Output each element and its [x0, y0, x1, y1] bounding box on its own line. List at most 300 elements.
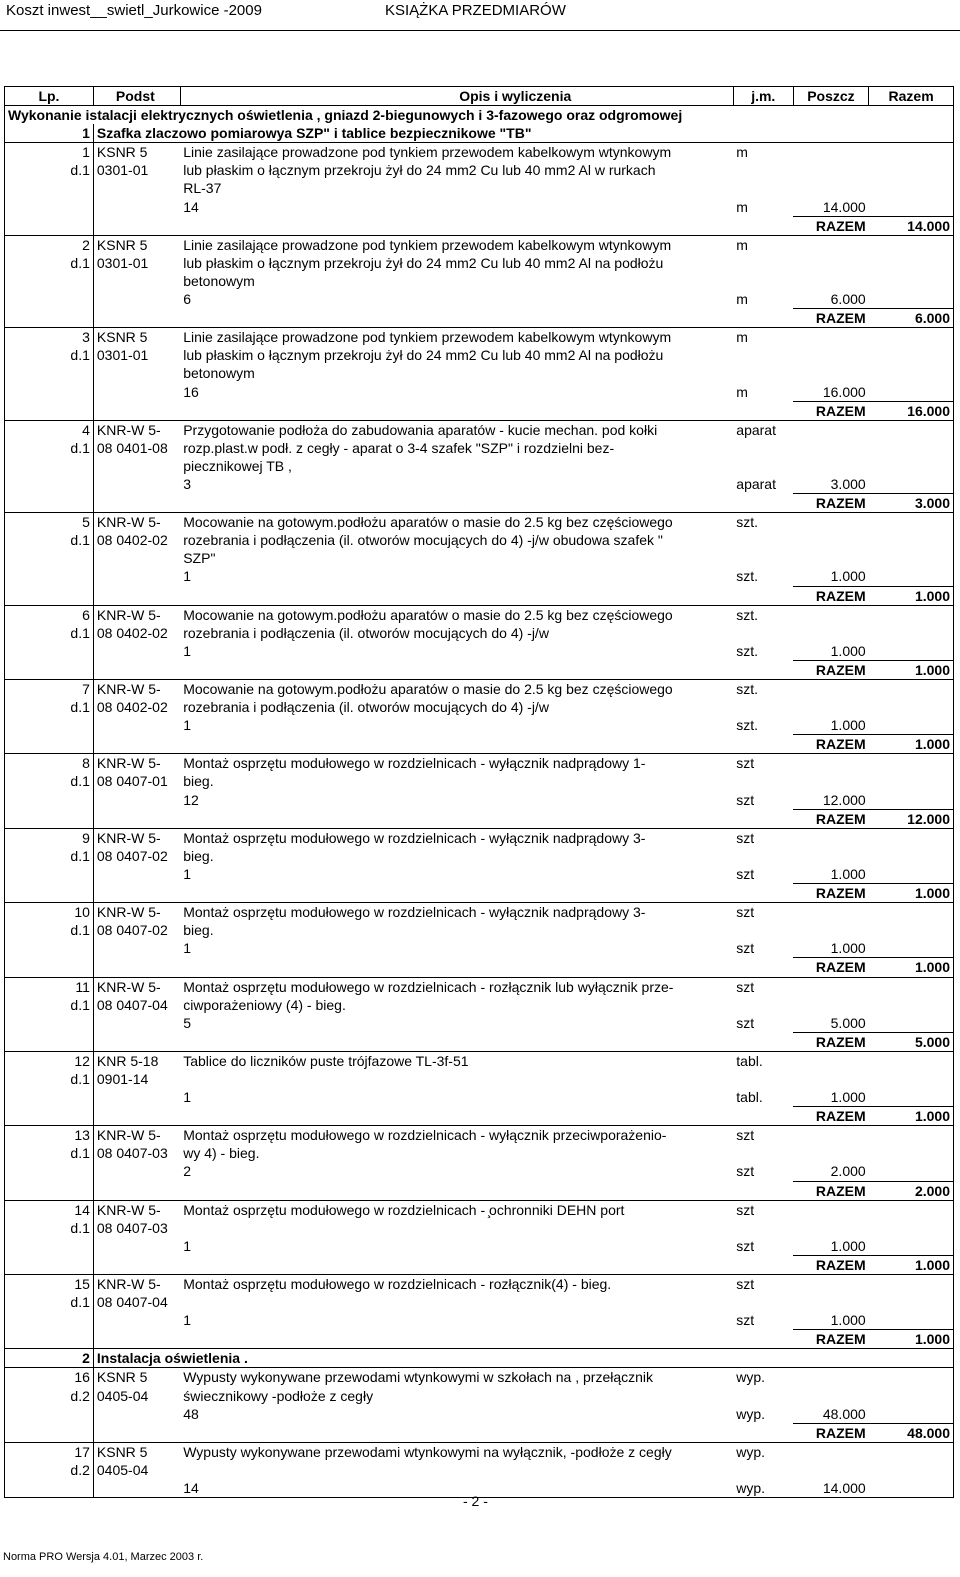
document-header-right: KSIĄŻKA PRZEDMIARÓW	[385, 2, 566, 19]
empty-cell	[180, 1330, 733, 1349]
item-row	[5, 1387, 954, 1405]
item-poszcz: 12.000	[822, 791, 866, 808]
item-row	[5, 439, 954, 457]
item-unit: szt.	[736, 717, 759, 734]
item-unit: m	[733, 235, 793, 254]
item-quantity: 48	[183, 1405, 199, 1422]
item-podstawa-code: 0301-01	[93, 346, 180, 364]
razem-row	[5, 401, 954, 420]
item-sub: d.1	[5, 698, 94, 716]
empty-cell	[5, 958, 94, 977]
empty-cell	[93, 364, 180, 382]
item-description: piecznikowej TB ,	[183, 457, 292, 474]
razem-row	[5, 884, 954, 903]
section-name: Szafka zlaczowo pomiarowya SZP" i tablice bezpiecznikowe "TB"	[93, 124, 953, 143]
item-podstawa: KNR-W 5-	[93, 1126, 180, 1145]
item-unit: szt	[733, 903, 793, 922]
empty-cell	[93, 290, 180, 309]
empty-cell	[93, 198, 180, 217]
item-row	[5, 513, 954, 532]
item-description: Przygotowanie podłoża do zabudowania aparatów - kucie mechan. pod kołki	[180, 420, 733, 439]
empty-cell	[793, 328, 868, 347]
calc-row	[5, 1088, 954, 1107]
item-description: Linie zasilające prowadzone pod tynkiem przewodem kabelkowym wtynkowym	[180, 328, 733, 347]
empty-cell	[5, 1255, 94, 1274]
section-row	[5, 124, 954, 143]
item-row	[5, 549, 954, 567]
razem-label: RAZEM	[793, 884, 868, 903]
item-unit	[733, 1144, 793, 1162]
item-description: ciwporażeniowy (4) - bieg.	[183, 996, 346, 1013]
empty-cell	[93, 660, 180, 679]
empty-cell	[793, 1442, 868, 1461]
item-row	[5, 364, 954, 382]
item-podstawa-code: 0405-04	[93, 1387, 180, 1405]
empty-cell	[5, 475, 94, 494]
empty-cell	[93, 401, 180, 420]
przedmiar-body	[5, 87, 954, 1498]
empty-cell	[793, 921, 868, 939]
empty-cell	[93, 642, 180, 661]
empty-cell	[793, 1387, 868, 1405]
column-header-row	[5, 87, 954, 106]
empty-cell	[793, 977, 868, 996]
empty-cell	[793, 1219, 868, 1237]
empty-cell	[869, 1070, 954, 1088]
item-description	[180, 1461, 733, 1479]
empty-cell	[5, 586, 94, 605]
razem-row	[5, 1032, 954, 1051]
item-podstawa: KSNR 5	[93, 328, 180, 347]
item-unit	[733, 1219, 793, 1237]
empty-cell	[5, 1088, 94, 1107]
item-sub: d.1	[5, 531, 94, 549]
empty-cell	[180, 1107, 733, 1126]
item-row	[5, 680, 954, 699]
item-unit: szt	[736, 1014, 755, 1031]
item-razem: 5.000	[869, 1032, 954, 1051]
item-unit: szt	[733, 1126, 793, 1145]
item-sub: d.1	[5, 1070, 94, 1088]
empty-cell	[869, 1275, 954, 1294]
empty-cell	[5, 309, 94, 328]
empty-cell	[5, 791, 94, 810]
item-description	[180, 1293, 733, 1311]
item-quantity: 5	[183, 1014, 192, 1031]
empty-cell	[869, 624, 954, 642]
calc-row	[5, 716, 954, 735]
calc-row	[5, 198, 954, 217]
item-number: 6	[5, 605, 94, 624]
empty-cell	[793, 1200, 868, 1219]
col-poszcz: Poszcz	[793, 87, 868, 106]
empty-cell	[869, 143, 954, 162]
item-number: 2	[5, 235, 94, 254]
razem-label: RAZEM	[793, 1330, 868, 1349]
item-sub: d.1	[5, 996, 94, 1014]
software-note: Norma PRO Wersja 4.01, Marzec 2003 r.	[3, 1551, 204, 1563]
item-razem: 16.000	[869, 401, 954, 420]
empty-cell	[793, 531, 868, 549]
empty-cell	[5, 1107, 94, 1126]
item-razem: 48.000	[869, 1423, 954, 1442]
razem-label: RAZEM	[793, 660, 868, 679]
item-description: Montaż osprzętu modułowego w rozdzielnicach - rozłącznik(4) - bieg.	[180, 1275, 733, 1294]
item-description: lub płaskim o łącznym przekroju żył do 24 mm2 Cu lub 40 mm2 Al na podłożu	[183, 254, 664, 271]
section-number: 1	[5, 124, 94, 143]
empty-cell	[5, 457, 94, 475]
item-sub: d.1	[5, 254, 94, 272]
empty-cell	[5, 1311, 94, 1330]
item-row	[5, 161, 954, 179]
empty-cell	[869, 439, 954, 457]
calc-row	[5, 1014, 954, 1033]
empty-cell	[869, 1237, 954, 1256]
empty-cell	[93, 1405, 180, 1424]
empty-cell	[869, 939, 954, 958]
item-unit: szt	[736, 791, 755, 808]
header-rule	[0, 30, 960, 31]
empty-cell	[93, 1162, 180, 1181]
empty-cell	[733, 660, 793, 679]
item-podstawa: KSNR 5	[93, 235, 180, 254]
empty-cell	[93, 1330, 180, 1349]
item-unit: m	[733, 328, 793, 347]
empty-cell	[869, 828, 954, 847]
item-razem: 1.000	[869, 884, 954, 903]
empty-cell	[793, 1126, 868, 1145]
item-number: 1	[5, 143, 94, 162]
empty-cell	[180, 1255, 733, 1274]
empty-cell	[793, 1144, 868, 1162]
item-row	[5, 605, 954, 624]
empty-cell	[869, 921, 954, 939]
item-number: 11	[5, 977, 94, 996]
item-podstawa: KNR-W 5-	[93, 1275, 180, 1294]
item-poszcz: 5.000	[830, 1014, 866, 1031]
item-row	[5, 977, 954, 996]
item-sub: d.1	[5, 772, 94, 790]
item-razem: 1.000	[869, 1330, 954, 1349]
empty-cell	[5, 939, 94, 958]
empty-cell	[93, 383, 180, 402]
item-row	[5, 698, 954, 716]
empty-cell	[869, 1051, 954, 1070]
item-razem: 1.000	[869, 660, 954, 679]
empty-cell	[93, 1423, 180, 1442]
item-poszcz: 1.000	[830, 568, 866, 585]
empty-cell	[733, 1181, 793, 1200]
item-podstawa: KNR-W 5-	[93, 828, 180, 847]
empty-cell	[93, 1479, 180, 1498]
empty-cell	[93, 865, 180, 884]
item-podstawa-code: 0301-01	[93, 254, 180, 272]
empty-cell	[93, 791, 180, 810]
item-unit	[733, 364, 793, 382]
empty-cell	[869, 254, 954, 272]
item-unit	[733, 1387, 793, 1405]
empty-cell	[5, 179, 94, 197]
razem-label: RAZEM	[793, 1423, 868, 1442]
section-number: 2	[5, 1349, 94, 1368]
item-unit: szt	[733, 1275, 793, 1294]
item-row	[5, 1126, 954, 1145]
item-unit	[733, 847, 793, 865]
item-poszcz: 1.000	[830, 1312, 866, 1329]
item-number: 5	[5, 513, 94, 532]
razem-label: RAZEM	[793, 1181, 868, 1200]
empty-cell	[869, 605, 954, 624]
empty-cell	[869, 698, 954, 716]
calc-row	[5, 939, 954, 958]
razem-row	[5, 586, 954, 605]
item-podstawa-code: 08 0407-04	[93, 1293, 180, 1311]
empty-cell	[869, 420, 954, 439]
item-row	[5, 457, 954, 475]
empty-cell	[869, 272, 954, 290]
calc-row	[5, 1405, 954, 1424]
item-row	[5, 1461, 954, 1479]
empty-cell	[93, 958, 180, 977]
empty-cell	[5, 642, 94, 661]
empty-cell	[793, 272, 868, 290]
item-podstawa-code: 0901-14	[93, 1070, 180, 1088]
empty-cell	[180, 216, 733, 235]
item-description: Linie zasilające prowadzone pod tynkiem przewodem kabelkowym wtynkowym	[180, 235, 733, 254]
empty-cell	[93, 272, 180, 290]
razem-row	[5, 809, 954, 828]
item-razem: 1.000	[869, 1107, 954, 1126]
item-row	[5, 1275, 954, 1294]
item-podstawa-code: 08 0407-02	[93, 921, 180, 939]
empty-cell	[5, 383, 94, 402]
item-quantity: 1	[183, 717, 192, 734]
empty-cell	[793, 772, 868, 790]
empty-cell	[869, 754, 954, 773]
item-description: rozebrania i podłączenia (il. otworów mocujących do 4) -j/w	[183, 699, 549, 716]
item-description: betonowym	[183, 272, 255, 289]
empty-cell	[5, 401, 94, 420]
item-poszcz: 2.000	[830, 1163, 866, 1180]
item-unit	[733, 921, 793, 939]
item-description: Montaż osprzętu modułowego w rozdzielnicach - wyłącznik przeciwporażenio-	[180, 1126, 733, 1145]
item-number: 17	[5, 1442, 94, 1461]
empty-cell	[869, 865, 954, 884]
empty-cell	[869, 680, 954, 699]
item-podstawa-code: 08 0407-02	[93, 847, 180, 865]
item-number: 3	[5, 328, 94, 347]
item-unit: aparat	[733, 420, 793, 439]
empty-cell	[5, 660, 94, 679]
empty-cell	[5, 1162, 94, 1181]
empty-cell	[869, 1088, 954, 1107]
empty-cell	[793, 457, 868, 475]
item-podstawa-code: 08 0401-08	[93, 439, 180, 457]
razem-label: RAZEM	[793, 309, 868, 328]
document-header-left: Koszt inwest__swietl_Jurkowice -2009	[6, 2, 262, 19]
empty-cell	[869, 847, 954, 865]
item-unit: szt.	[733, 680, 793, 699]
item-description: Montaż osprzętu modułowego w rozdzielnicach - rozłącznik lub wyłącznik prze-	[180, 977, 733, 996]
item-podstawa: KNR-W 5-	[93, 977, 180, 996]
empty-cell	[180, 809, 733, 828]
empty-cell	[180, 735, 733, 754]
item-unit: szt	[736, 1312, 755, 1329]
item-poszcz: 14.000	[793, 1479, 868, 1498]
razem-row	[5, 958, 954, 977]
empty-cell	[869, 549, 954, 567]
empty-cell	[5, 716, 94, 735]
item-podstawa: KSNR 5	[93, 143, 180, 162]
item-razem: 3.000	[869, 494, 954, 513]
empty-cell	[869, 1200, 954, 1219]
empty-cell	[733, 884, 793, 903]
item-row	[5, 1144, 954, 1162]
empty-cell	[869, 772, 954, 790]
empty-cell	[869, 567, 954, 586]
item-unit: wyp.	[733, 1479, 793, 1498]
empty-cell	[793, 828, 868, 847]
item-number: 9	[5, 828, 94, 847]
section-row	[5, 1349, 954, 1368]
item-unit: szt	[736, 865, 755, 882]
empty-cell	[869, 290, 954, 309]
empty-cell	[869, 475, 954, 494]
empty-cell	[93, 1088, 180, 1107]
empty-cell	[793, 346, 868, 364]
empty-cell	[869, 791, 954, 810]
item-podstawa: KNR-W 5-	[93, 420, 180, 439]
empty-cell	[93, 475, 180, 494]
calc-row	[5, 791, 954, 810]
empty-cell	[869, 198, 954, 217]
empty-cell	[793, 847, 868, 865]
item-row	[5, 235, 954, 254]
calc-row	[5, 383, 954, 402]
item-unit	[733, 772, 793, 790]
empty-cell	[93, 309, 180, 328]
item-row	[5, 1368, 954, 1387]
empty-cell	[93, 809, 180, 828]
item-quantity: 1	[183, 1312, 192, 1329]
empty-cell	[5, 1237, 94, 1256]
empty-cell	[869, 1405, 954, 1424]
item-quantity: 14	[183, 198, 199, 215]
empty-cell	[733, 494, 793, 513]
item-poszcz: 48.000	[822, 1405, 866, 1422]
item-unit	[733, 179, 793, 197]
empty-cell	[793, 143, 868, 162]
empty-cell	[793, 903, 868, 922]
kosztorys-title: Wykonanie istalacji elektrycznych oświetlenia , gniazd 2-biegunowych i 3-fazowego oraz odgromowej	[5, 106, 954, 125]
empty-cell	[733, 586, 793, 605]
item-sub: d.1	[5, 346, 94, 364]
empty-cell	[180, 660, 733, 679]
item-podstawa-code: 08 0407-04	[93, 996, 180, 1014]
empty-cell	[793, 235, 868, 254]
item-unit: szt.	[736, 642, 759, 659]
item-description	[180, 1219, 733, 1237]
item-podstawa-code: 0405-04	[93, 1461, 180, 1479]
empty-cell	[93, 735, 180, 754]
empty-cell	[5, 494, 94, 513]
item-row	[5, 346, 954, 364]
empty-cell	[93, 1032, 180, 1051]
empty-cell	[869, 996, 954, 1014]
item-unit: szt.	[733, 605, 793, 624]
item-podstawa: KNR-W 5-	[93, 1200, 180, 1219]
empty-cell	[869, 1311, 954, 1330]
item-number: 10	[5, 903, 94, 922]
empty-cell	[180, 1423, 733, 1442]
empty-cell	[93, 586, 180, 605]
item-quantity: 14	[180, 1479, 733, 1498]
empty-cell	[869, 642, 954, 661]
empty-cell	[5, 1479, 94, 1498]
item-sub: d.1	[5, 439, 94, 457]
item-row	[5, 624, 954, 642]
empty-cell	[869, 1368, 954, 1387]
item-row	[5, 903, 954, 922]
item-podstawa: KNR-W 5-	[93, 754, 180, 773]
razem-label: RAZEM	[793, 586, 868, 605]
empty-cell	[93, 1237, 180, 1256]
item-podstawa: KSNR 5	[93, 1368, 180, 1387]
item-unit: m	[736, 291, 748, 308]
item-podstawa-code: 08 0407-01	[93, 772, 180, 790]
empty-cell	[5, 735, 94, 754]
item-sub: d.1	[5, 624, 94, 642]
item-unit	[733, 272, 793, 290]
empty-cell	[5, 198, 94, 217]
item-row	[5, 1051, 954, 1070]
empty-cell	[733, 1107, 793, 1126]
item-description: Linie zasilające prowadzone pod tynkiem przewodem kabelkowym wtynkowym	[180, 143, 733, 162]
empty-cell	[869, 1479, 954, 1498]
col-lp: Lp.	[5, 87, 94, 106]
item-description: świecznikowy -podłoże z cegły	[183, 1387, 374, 1404]
calc-row	[5, 475, 954, 494]
empty-cell	[93, 457, 180, 475]
item-razem: 1.000	[869, 735, 954, 754]
empty-cell	[869, 1293, 954, 1311]
empty-cell	[793, 605, 868, 624]
empty-cell	[793, 161, 868, 179]
item-razem: 14.000	[869, 216, 954, 235]
item-unit	[733, 1461, 793, 1479]
item-quantity: 1	[183, 940, 192, 957]
item-razem: 2.000	[869, 1181, 954, 1200]
empty-cell	[5, 549, 94, 567]
empty-cell	[869, 457, 954, 475]
empty-cell	[869, 346, 954, 364]
empty-cell	[93, 1255, 180, 1274]
item-podstawa-code: 08 0402-02	[93, 531, 180, 549]
razem-row	[5, 1181, 954, 1200]
calc-row	[5, 1162, 954, 1181]
item-description: Mocowanie na gotowym.podłożu aparatów o masie do 2.5 kg bez częściowego	[180, 513, 733, 532]
item-row	[5, 420, 954, 439]
item-poszcz: 14.000	[822, 198, 866, 215]
empty-cell	[869, 513, 954, 532]
item-razem: 1.000	[869, 958, 954, 977]
item-sub: d.1	[5, 161, 94, 179]
item-description: Wypusty wykonywane przewodami wtynkowymi w szkołach na , przełącznik	[180, 1368, 733, 1387]
empty-cell	[733, 809, 793, 828]
empty-cell	[869, 1387, 954, 1405]
empty-cell	[93, 884, 180, 903]
item-poszcz: 1.000	[830, 940, 866, 957]
